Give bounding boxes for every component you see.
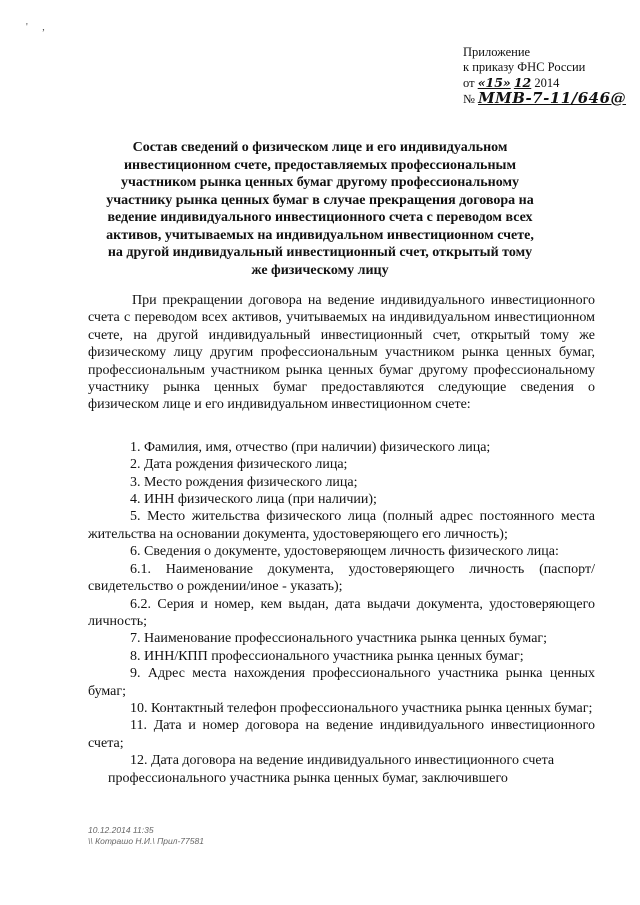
list-item: 11. Дата и номер договора на ведение индивидуального инвестиционного счета; <box>88 718 595 751</box>
list-item: 4. ИНН физического лица (при наличии); <box>130 492 377 508</box>
attachment-label: Приложение <box>463 45 531 59</box>
list-item: 3. Место рождения физического лица; <box>130 474 358 490</box>
attachment-order: к приказу ФНС России <box>463 60 586 74</box>
footer-stamp <box>88 825 204 847</box>
list-item: 6. Сведения о документе, удостоверяющем личность физического лица: <box>130 544 559 560</box>
attachment-date: от «15» 12 2014 <box>463 75 560 90</box>
info-items-list <box>88 439 595 787</box>
list-item: 8. ИНН/КПП профессионального участника рынка ценных бумаг; <box>130 648 524 664</box>
footer-timestamp: 10.12.2014 11:35 <box>88 825 154 835</box>
list-item: 10. Контактный телефон профессионального участника рынка ценных бумаг; <box>130 700 593 716</box>
scan-corner-marks: ' , <box>26 22 51 33</box>
attachment-number: № ММВ-7-11/646@ <box>463 89 627 107</box>
handwritten-order-number: ММВ-7-11/646@ <box>478 89 627 107</box>
list-item: 6.2. Серия и номер, кем выдан, дата выдачи документа, удостоверяющего личность; <box>88 596 595 629</box>
footer-author: \\ Котрашо Н.И.\ Прил-77581 <box>88 836 204 846</box>
list-item: 9. Адрес места нахождения профессионального участника рынка ценных бумаг; <box>88 666 595 699</box>
list-item: 2. Дата рождения физического лица; <box>130 457 348 473</box>
document-title: Состав сведений о физическом лице и его индивидуальном инвестиционном счете, предоставляемых профессиональным участником рынка ценных бумаг другому профессиональному участнику рынка ценных бумаг в случае прекращения договора на ведение индивидуального инвестиционного счета с переводом всех активов, учитываемых на индивидуальном инвестиционном счете, на другой индивидуальный инвестиционный счет, открытый тому же физическому лицу <box>106 140 534 278</box>
attachment-header <box>463 45 633 107</box>
list-item: 6.1. Наименование документа, удостоверяющего личность (паспорт/свидетельство о рождении/иное - указать); <box>88 561 595 595</box>
handwritten-day: «15» <box>477 75 511 90</box>
document-body <box>88 292 595 787</box>
list-item: профессионального участника рынка ценных бумаг, заключившего <box>108 770 508 786</box>
list-item: 12. Дата договора на ведение индивидуального инвестиционного счета <box>130 753 555 769</box>
intro-paragraph: При прекращении договора на ведение индивидуального инвестиционного счета с переводом всех активов, учитываемых на индивидуальном инвестиционном счете, на другой индивидуальный инвестиционный счет, открытый тому же физическому лицу другим профессиональным участником рынка ценных бумаг, профессиональным участником рынка ценных бумаг другому профессиональному участнику рынка ценных бумаг предоставляются следующие сведения о физическом лице и его индивидуальном инвестиционном счете: <box>88 293 595 413</box>
list-item: 7. Наименование профессионального участника рынка ценных бумаг; <box>130 631 548 647</box>
list-item: 5. Место жительства физического лица (полный адрес постоянного места жительства на основании документа, удостоверяющего его личность); <box>88 509 595 542</box>
list-item: 1. Фамилия, имя, отчество (при наличии) физического лица; <box>130 439 491 455</box>
handwritten-month: 12 <box>513 75 532 90</box>
